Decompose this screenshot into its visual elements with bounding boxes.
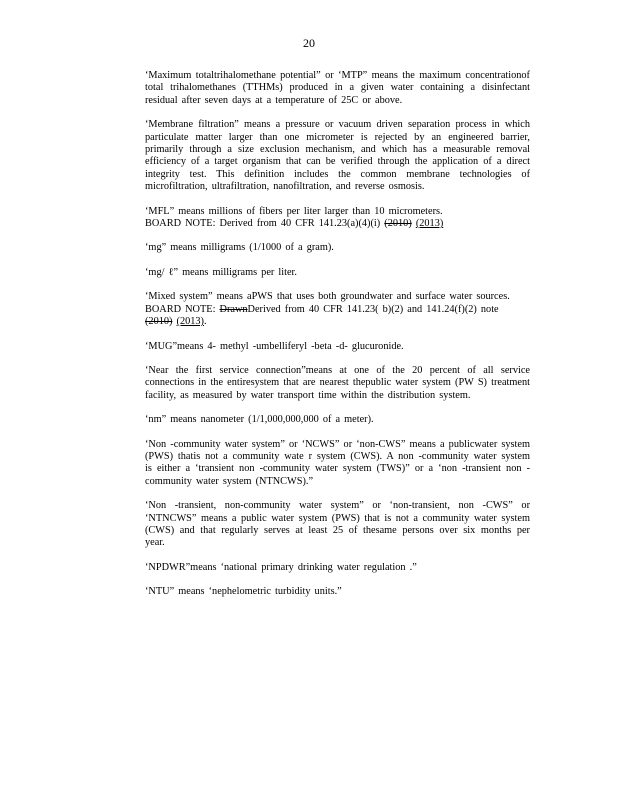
board-note-mixed-system [145, 304, 530, 329]
board-note-mfl [145, 218, 530, 230]
definition-mfl: ‘MFL” means millions of fibers per liter larger than 10 micrometers. [145, 205, 443, 217]
inserted-word: Derived [247, 303, 281, 315]
deleted-citation-year: (2010) [145, 316, 173, 328]
definition-near-first-service-connection: ‘Near the first service connection”means at one of the 20 percent of all service connections in the entiresystem that are nearest thepublic water system (PW S) treatment facility, as measured by water transport time within the distribution system. [145, 364, 530, 401]
board-note-label: BOARD NOTE: [145, 303, 216, 315]
definition-npdwr: ‘NPDWR”means ‘national primary drinking water regulation .” [145, 561, 417, 573]
inserted-citation-year: (2013) [176, 316, 204, 328]
definition-ntu: ‘NTU” means ‘nephelometric turbidity units.” [145, 586, 342, 598]
definition-ncws: ‘Non -community water system” or ‘NCWS” or ‘non-CWS” means a publicwater system (PWS) thatis not a community wate r system (CWS). A non -community water system is either a ‘transient non -community water system (TWS)” or a ‘non -transient non -community water system (NTNCWS).” [145, 438, 530, 487]
definition-mg-per-liter: ‘mg/ ℓ” means milligrams per liter. [145, 266, 297, 278]
definition-ntncws: ‘Non -transient, non-community water system” or ‘non-transient, non -CWS” or ‘NTNCWS” means a public water system (PWS) that is not a community water system (CWS) and that regularly serves at least 25 of thesame persons over six months per year. [145, 500, 530, 549]
board-note-period: . [203, 316, 207, 328]
page-number: 20 [303, 36, 315, 50]
definition-mixed-system: ‘Mixed system” means aPWS that uses both groundwater and surface water sources. [145, 291, 510, 303]
definition-membrane-filtration: ‘Membrane filtration” means a pressure or vacuum driven separation process in which particulate matter larger than one micrometer is rejected by an engineered barrier, primarily through a size exclusion mechanism, and which has a measurable removal efficiency of a target organism that can be verified through the application of a direct integrity test. This definition includes the common membrane technologies of microfiltration, ultrafiltration, nanofiltration, and reverse osmosis. [145, 119, 530, 193]
definition-mg: ‘mg” means milligrams (1/1000 of a gram). [145, 242, 334, 254]
definition-mtp: ‘Maximum totaltrihalomethane potential” or ‘MTP” means the maximum concentrationof total trihalomethanes (TTHMs) produced in a given water containing a disinfectant residual after seven days at a temperature of 25C or above. [145, 70, 530, 106]
document-body [145, 70, 530, 611]
deleted-word: Drawn [219, 303, 248, 315]
board-note-text: BOARD NOTE: Derived from 40 CFR 141.23(a)(4)(i) [145, 218, 381, 230]
definition-nm: ‘nm” means nanometer (1/1,000,000,000 of a meter). [145, 414, 374, 426]
definition-mug: ‘MUG”means 4- methyl -umbelliferyl -beta -d- glucuronide. [145, 340, 404, 352]
inserted-citation-year: (2013) [415, 218, 444, 230]
board-note-citation: from 40 CFR 141.23( b)(2) and 141.24(f)(2) note [284, 303, 499, 315]
deleted-citation-year: (2010) [384, 218, 412, 230]
